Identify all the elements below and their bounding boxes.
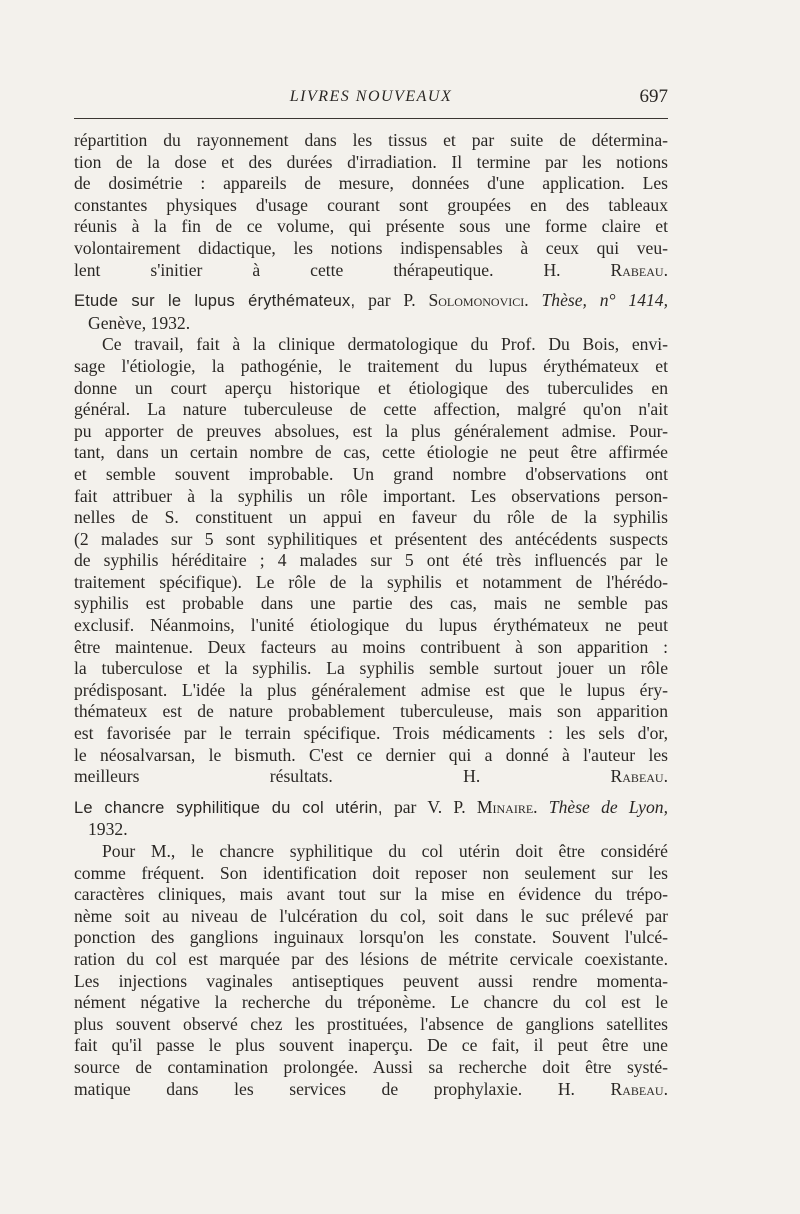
review-2-signature: H. Rabeau. <box>463 766 668 787</box>
review-1-signature: H. Rabeau. <box>543 259 668 280</box>
review-3-line: ration du col est marquée par des lésions de métrite cervicale coexistante. <box>74 948 668 969</box>
review-2-line: Ce travail, fait à la clinique dermatologique du Prof. Du Bois, envi- <box>102 334 668 355</box>
review-2-line: général. La nature tuberculeuse de cette affection, malgré qu'on n'ait <box>74 399 668 420</box>
review-2-line: fait attribuer à la syphilis un rôle important. Les observations person- <box>74 485 668 506</box>
review-3-by: par V. P. <box>393 796 466 817</box>
review-2-last-text: meilleurs résultats. <box>74 766 333 787</box>
review-3-line: Les injections vaginales antiseptiques peuvent aussi rendre momenta- <box>74 970 668 991</box>
running-header <box>74 84 668 119</box>
review-2-line: exclusif. Néanmoins, l'unité étiologique du lupus érythémateux ne peut <box>74 615 668 636</box>
review-2-line: (2 malades sur 5 sont syphilitiques et présentent des antécédents suspects <box>74 528 668 549</box>
review-2-by: par P. <box>368 290 416 311</box>
review-3-line: plus souvent observé chez les prostituées, l'absence de ganglions satellites <box>74 1013 668 1034</box>
review-3-line: Pour M., le chancre syphilitique du col utérin doit être considéré <box>102 841 668 861</box>
review-3-signature: H. Rabeau. <box>557 1078 668 1099</box>
review-2-line: de syphilis héréditaire ; 4 malades sur 5 ont été très influencés par le <box>74 550 668 571</box>
review-1-line: constantes physiques d'usage courant sont groupées en des tableaux <box>74 194 668 215</box>
page-number: 697 <box>639 86 668 107</box>
review-2-line: pu apporter de preuves absolues, est la plus généralement admise. Pour- <box>74 420 668 441</box>
review-1-line: de dosimétrie : appareils de mesure, données d'une application. Les <box>74 173 668 194</box>
review-3-line: fait qu'il passe le plus souvent inaperçu. De ce fait, il peut être une <box>74 1035 668 1056</box>
review-1-line: répartition du rayonnement dans les tissus et par suite de détermina- <box>74 130 668 150</box>
review-2-line: sage l'étiologie, la pathogénie, le traitement du lupus érythémateux et <box>74 355 668 376</box>
review-1-line: réunis à la fin de ce volume, qui présente sous une forme claire et <box>74 216 668 237</box>
review-2-heading <box>74 290 668 313</box>
review-2-line: la tuberculose et la syphilis. La syphilis semble surtout jouer un rôle <box>74 658 668 679</box>
review-3-author: Minaire. <box>476 796 538 817</box>
review-3-line: source de contamination prolongée. Aussi sa recherche doit être systé- <box>74 1056 668 1077</box>
review-2-line: le néosalvarsan, le bismuth. C'est ce dernier qui a donné à l'auteur les <box>74 744 668 765</box>
review-3 <box>74 797 668 1100</box>
review-3-source: Thèse de Lyon, <box>548 796 668 817</box>
review-3-last-text: matique dans les services de prophylaxie. <box>74 1078 523 1099</box>
review-3-line: caractères cliniques, mais avant tout sur la mise en évidence du trépo- <box>74 884 668 905</box>
review-2-line: nelles de S. constituent un appui en faveur du rôle de la syphilis <box>74 507 668 528</box>
review-2-source: Thèse, n° 1414, <box>541 290 668 311</box>
review-2-line: est favorisée par le terrain spécifique. Trois médicaments : les sels d'or, <box>74 723 668 744</box>
review-2-line: prédisposant. L'idée la plus généralement admise est que le lupus éry- <box>74 679 668 700</box>
review-2-last-line <box>74 766 668 788</box>
review-3-line: ponction des ganglions inguinaux lorsqu'on les constate. Souvent l'ulcé- <box>74 927 668 948</box>
review-2-title: Etude sur le lupus érythémateux, <box>74 292 356 311</box>
review-1-line: tion de la dose et des durées d'irradiation. Il termine par les notions <box>74 151 668 172</box>
running-title: LIVRES NOUVEAUX <box>289 88 453 105</box>
body-text <box>74 130 668 1100</box>
review-2-line: et semble souvent improbable. Un grand nombre d'observations ont <box>74 463 668 484</box>
review-1 <box>74 130 668 281</box>
review-2-author: Solomonovici. <box>428 290 529 311</box>
review-3-source-line2: 1932. <box>88 819 128 840</box>
review-1-last-text: lent s'initier à cette thérapeutique. <box>74 259 494 280</box>
review-3-line: nément négative la recherche du tréponème. Le chancre du col est le <box>74 992 668 1013</box>
review-1-last-line <box>74 260 668 282</box>
review-1-line: volontairement didactique, les notions indispensables à ceux qui veu- <box>74 237 668 258</box>
review-2-line: syphilis est probable dans une partie des cas, mais ne semble pas <box>74 593 668 614</box>
review-3-line: comme fréquent. Son identification doit reposer non seulement sur les <box>74 862 668 883</box>
review-2-line: donne un court aperçu historique et étiologique des tuberculides en <box>74 377 668 398</box>
review-2 <box>74 290 668 788</box>
review-3-title: Le chancre syphilitique du col utérin, <box>74 798 383 817</box>
review-2-line: être maintenue. Deux facteurs au moins contribuent à son apparition : <box>74 636 668 657</box>
review-2-line: tant, dans un certain nombre de cas, cette étiologie ne peut être affirmée <box>74 442 668 463</box>
review-3-line: nème soit au niveau de l'ulcération du col, soit dans le suc prélevé par <box>74 905 668 926</box>
review-2-source-line2: Genève, 1932. <box>88 312 191 333</box>
review-2-line: thémateux est de nature probablement tuberculeuse, mais son apparition <box>74 701 668 722</box>
review-3-last-line <box>74 1079 668 1101</box>
review-3-heading <box>74 797 668 820</box>
review-2-line: traitement spécifique). Le rôle de la syphilis et notamment de l'hérédo- <box>74 571 668 592</box>
